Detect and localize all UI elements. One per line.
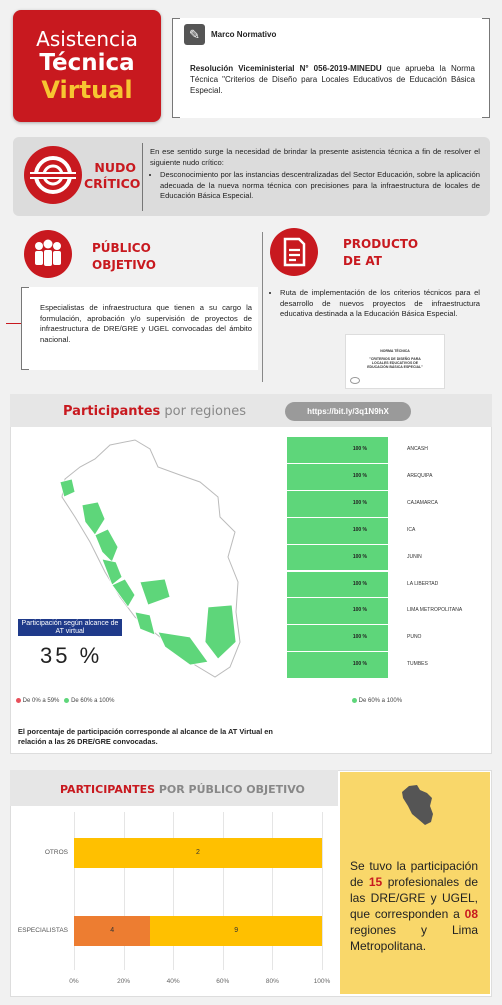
legend-high-label: De 60% a 100% [71,698,115,705]
producto-bullet: • Ruta de implementación de los criterios técnicos para el desarrollo de nuevos proyectos de infraestructura educativa destinada a la Educación Básica Especial. [280,288,480,320]
document-icon [270,228,318,276]
region-bar-label: LIMA METROPOLITANA [407,607,463,614]
edit-icon: ✎ [184,24,205,45]
region-bar-label: AREQUIPA [407,472,433,479]
title-line-1: Asistencia [36,27,138,51]
regiones-title-gray: por regiones [160,404,246,419]
producto-title [343,236,418,270]
publico-title-line-2: OBJETIVO [92,258,156,272]
peru-map-icon [400,784,434,826]
producto-title-line-1: PRODUCTO [343,237,419,251]
publico-text: Especialistas de infraestructura que tienen a su cargo la formulación, aprobación y/o supervisión de proyectos de infraestructura de DRE/GRE y UGEL convocadas del ámbito nacional. [40,303,252,344]
bar-legend-label: De 60% a 100% [358,698,403,705]
marco-heading: Marco Normativo [211,30,277,39]
region-bar-label: JUNIN [407,553,422,560]
title-line-2: Técnica [39,50,135,76]
region-bar-row [287,518,487,544]
participacion-label: Participación según alcance de AT virtual [18,619,122,636]
region-bar-row [287,572,487,598]
map-legend [16,698,114,704]
region-bar-value: 100 % [352,661,367,668]
region-bar-row [287,625,487,651]
region-bar-row [287,464,487,490]
publico-tick [6,323,21,324]
segment-value-label: 2 [196,849,200,856]
resumen-n1: 15 [368,875,383,889]
region-bar-label: PUNO [407,634,422,641]
publico-bracket [21,287,29,370]
nudo-title-line-2: CRÍTICO [84,176,141,191]
publico-chart-title-red: PARTICIPANTES [60,783,156,796]
marco-bracket-right [482,18,490,118]
regiones-title [63,404,246,419]
segment-value-label: 9 [234,927,239,934]
region-bar-value: 100 % [352,446,367,452]
region-bar-label: TUMBES [407,661,428,668]
category-label: ESPECIALISTAS [17,927,68,934]
nudo-bullet: • Desconocimiento por las instancias descentralizadas del Sector Educación, sobre la aplicación adecuada de la nueva norma técnica con precisiones para la infraestructura de locales de Educación Básica Especial. [160,170,480,202]
nudo-intro: En ese sentido surge la necesidad de brindar la presente asistencia técnica a fin de resolver el siguiente nudo crítico: [150,147,480,167]
region-bar-value: 100 % [352,634,367,641]
legend-dot-high [64,698,69,703]
people-icon [24,230,72,278]
region-bar-row [287,437,487,463]
regiones-note: El porcentaje de participación corresponde al alcance de la AT Virtual en relación a las 26 DRE/GRE convocadas. [18,727,273,746]
region-bar-value: 100 % [352,607,367,614]
knot-icon [24,146,82,204]
marco-text [190,63,475,96]
publico-chart-title-gray: POR PÚBLICO OBJETIVO [155,783,305,796]
doc-title: "CRITERIOS DE DISEÑO PARA LOCALES EDUCATIVOS DE EDUCACIÓN BÁSICA ESPECIAL" [367,357,423,369]
nudo-title [84,160,141,192]
x-tick-label: 20% [117,978,131,985]
x-tick-label: 60% [216,978,230,985]
publico-chart-title [60,783,305,796]
bar-legend [352,698,402,704]
region-bar-label: ICA [407,526,416,533]
doc-heading: NORMA TÉCNICA [380,349,410,353]
region-bar-value: 100 % [352,472,367,479]
region-bar-value: 100 % [352,553,367,560]
marco-text-rest: que aprueba la Norma Técnica "Criterios de Diseño para Locales Educativos de Educación Básica Especial. [190,64,476,95]
segment-value-label: 4 [110,927,115,934]
legend-dot-low [16,698,21,703]
marco-text-bold: Resolución Viceministerial N° 056-2019-MINEDU [190,64,382,73]
category-label: OTROS [44,849,68,856]
x-tick-label: 40% [166,978,180,985]
resumen-text [350,858,478,954]
title-card [13,10,161,122]
nudo-title-line-1: NUDO [94,160,136,175]
resumen-p3: regiones y Lima Metropolitana. [350,923,478,953]
region-bar-label: CAJAMARCA [407,499,438,506]
x-tick-label: 80% [265,978,279,985]
region-bar-value: 100 % [352,580,367,587]
title-line-3: Virtual [41,76,133,104]
legend-low-label: De 0% a 59% [22,698,60,705]
region-bar-label: ANCASH [407,446,428,452]
x-tick-label: 0% [69,978,79,985]
region-bar-row [287,545,487,571]
region-bar-row [287,491,487,517]
region-bar-row [287,652,487,678]
region-bar-row [287,598,487,624]
resumen-p1: Se tuvo la participación de [350,859,478,889]
producto-title-line-2: DE AT [343,254,382,268]
resumen-p2: profesionales de las DRE/GRE y UGEL, que corresponden a [350,875,478,921]
seal-icon [350,377,360,384]
regiones-link[interactable]: https://bit.ly/3q1N9hX [285,402,411,421]
publico-title [92,240,156,274]
nudo-divider [142,143,143,211]
region-bar-value: 100 % [352,499,367,506]
regiones-title-red: Participantes [63,404,161,419]
marco-bracket-left [172,18,180,118]
resumen-n2: 08 [464,907,478,921]
publico-title-line-1: PÚBLICO [92,241,151,255]
region-bar-value: 100 % [352,526,367,533]
norma-document-thumbnail [345,334,445,389]
x-tick-label: 100% [313,978,331,985]
bar-legend-dot [352,698,357,703]
nudo-text [150,147,480,202]
participacion-value: 35 % [40,643,103,668]
producto-text [270,288,480,320]
section-divider [262,232,263,382]
region-bar-label: LA LIBERTAD [407,580,439,587]
